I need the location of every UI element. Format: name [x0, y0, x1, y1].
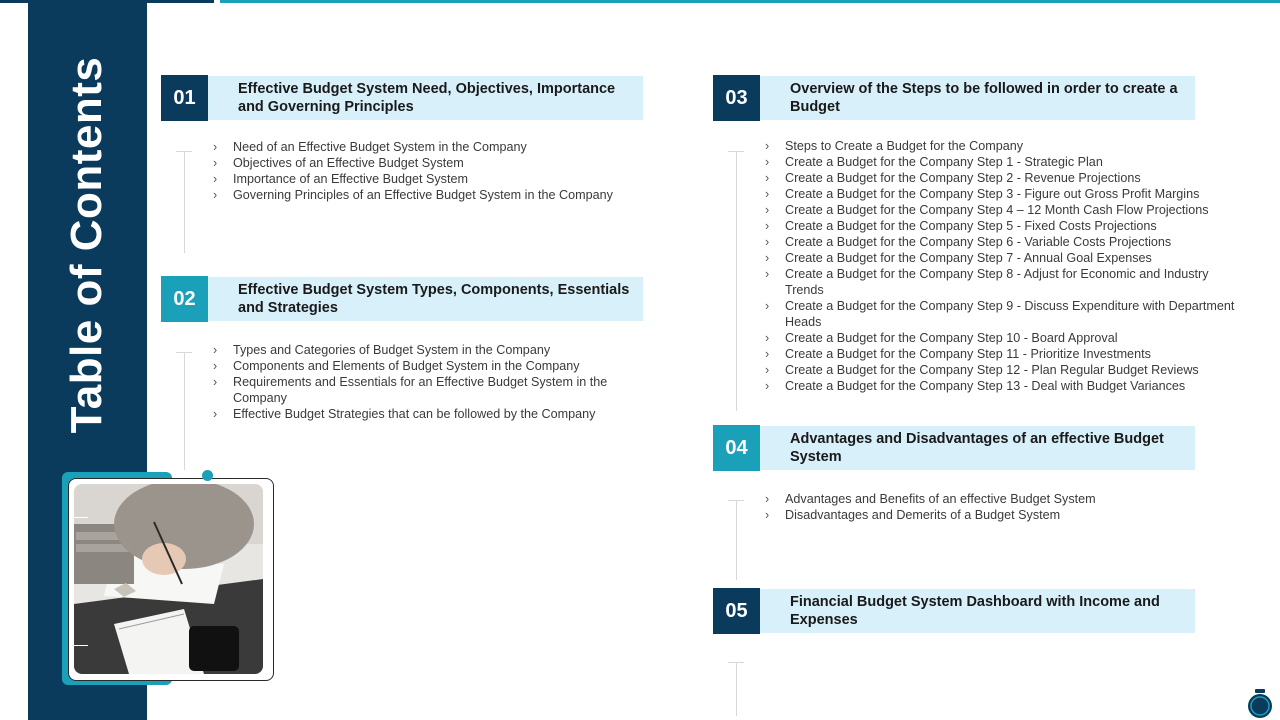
section-title-02: Effective Budget System Types, Components, Essentials and Strategies — [238, 282, 630, 316]
section-list-02 — [213, 342, 623, 422]
list-item: › Create a Budget for the Company Step 7 - Annual Goal Expenses — [765, 250, 1235, 266]
section-header-05[interactable] — [713, 589, 1195, 633]
section-header-02[interactable] — [161, 277, 643, 321]
list-item: › Create a Budget for the Company Step 10 - Board Approval — [765, 330, 1235, 346]
page-title: Table of Contents — [62, 56, 111, 434]
list-item: › Objectives of an Effective Budget System — [213, 155, 643, 171]
list-item: › Types and Categories of Budget System in the Company — [213, 342, 623, 358]
list-item: › Create a Budget for the Company Step 8 - Adjust for Economic and Industry Trends — [765, 266, 1235, 298]
timeline-line-02 — [184, 352, 185, 470]
list-item: › Create a Budget for the Company Step 12 - Plan Regular Budget Reviews — [765, 362, 1235, 378]
section-number-03: 03 — [713, 75, 760, 121]
list-item: › Create a Budget for the Company Step 2 - Revenue Projections — [765, 170, 1235, 186]
list-item: › Advantages and Benefits of an effective Budget System — [765, 491, 1235, 507]
list-item: › Disadvantages and Demerits of a Budget System — [765, 507, 1235, 523]
list-item: › Steps to Create a Budget for the Company — [765, 138, 1235, 154]
list-item: › Create a Budget for the Company Step 1 - Strategic Plan — [765, 154, 1235, 170]
section-number-02: 02 — [161, 276, 208, 322]
list-item: › Importance of an Effective Budget System — [213, 171, 643, 187]
timeline-line-03 — [736, 151, 737, 411]
list-item: › Governing Principles of an Effective Budget System in the Company — [213, 187, 643, 203]
list-item: › Components and Elements of Budget System in the Company — [213, 358, 623, 374]
section-header-03[interactable] — [713, 76, 1195, 120]
section-title-03: Overview of the Steps to be followed in order to create a Budget — [790, 81, 1178, 115]
timeline-line-04 — [736, 500, 737, 580]
section-number-05: 05 — [713, 588, 760, 634]
section-title-04: Advantages and Disadvantages of an effective Budget System — [790, 431, 1164, 465]
list-item: › Create a Budget for the Company Step 4 – 12 Month Cash Flow Projections — [765, 202, 1235, 218]
section-number-04: 04 — [713, 425, 760, 471]
section-list-01 — [213, 139, 643, 203]
list-item: › Requirements and Essentials for an Effective Budget System in the Company — [213, 374, 623, 406]
section-header-01[interactable] — [161, 76, 643, 120]
list-item: › Create a Budget for the Company Step 11 - Prioritize Investments — [765, 346, 1235, 362]
timeline-line-05 — [736, 662, 737, 716]
section-header-04[interactable] — [713, 426, 1195, 470]
section-title-01: Effective Budget System Need, Objectives, Importance and Governing Principles — [238, 81, 616, 115]
section-number-01: 01 — [161, 75, 208, 121]
list-item: › Effective Budget Strategies that can be followed by the Company — [213, 406, 623, 422]
list-item: › Create a Budget for the Company Step 13 - Deal with Budget Variances — [765, 378, 1235, 394]
top-accent-bar-teal — [220, 0, 1280, 3]
photo-outline-accent — [69, 517, 88, 646]
timeline-line-01 — [184, 151, 185, 253]
section-list-03 — [765, 138, 1235, 394]
desk-writing-photo — [74, 484, 263, 674]
list-item: › Create a Budget for the Company Step 6 - Variable Costs Projections — [765, 234, 1235, 250]
photo-dot-accent — [202, 470, 213, 481]
section-title-05: Financial Budget System Dashboard with Income and Expenses — [790, 594, 1160, 628]
list-item: › Create a Budget for the Company Step 5 - Fixed Costs Projections — [765, 218, 1235, 234]
list-item: › Need of an Effective Budget System in the Company — [213, 139, 643, 155]
list-item: › Create a Budget for the Company Step 9 - Discuss Expenditure with Department Heads — [765, 298, 1235, 330]
money-bag-icon — [1246, 688, 1274, 718]
section-list-04 — [765, 491, 1235, 523]
list-item: › Create a Budget for the Company Step 3 - Figure out Gross Profit Margins — [765, 186, 1235, 202]
